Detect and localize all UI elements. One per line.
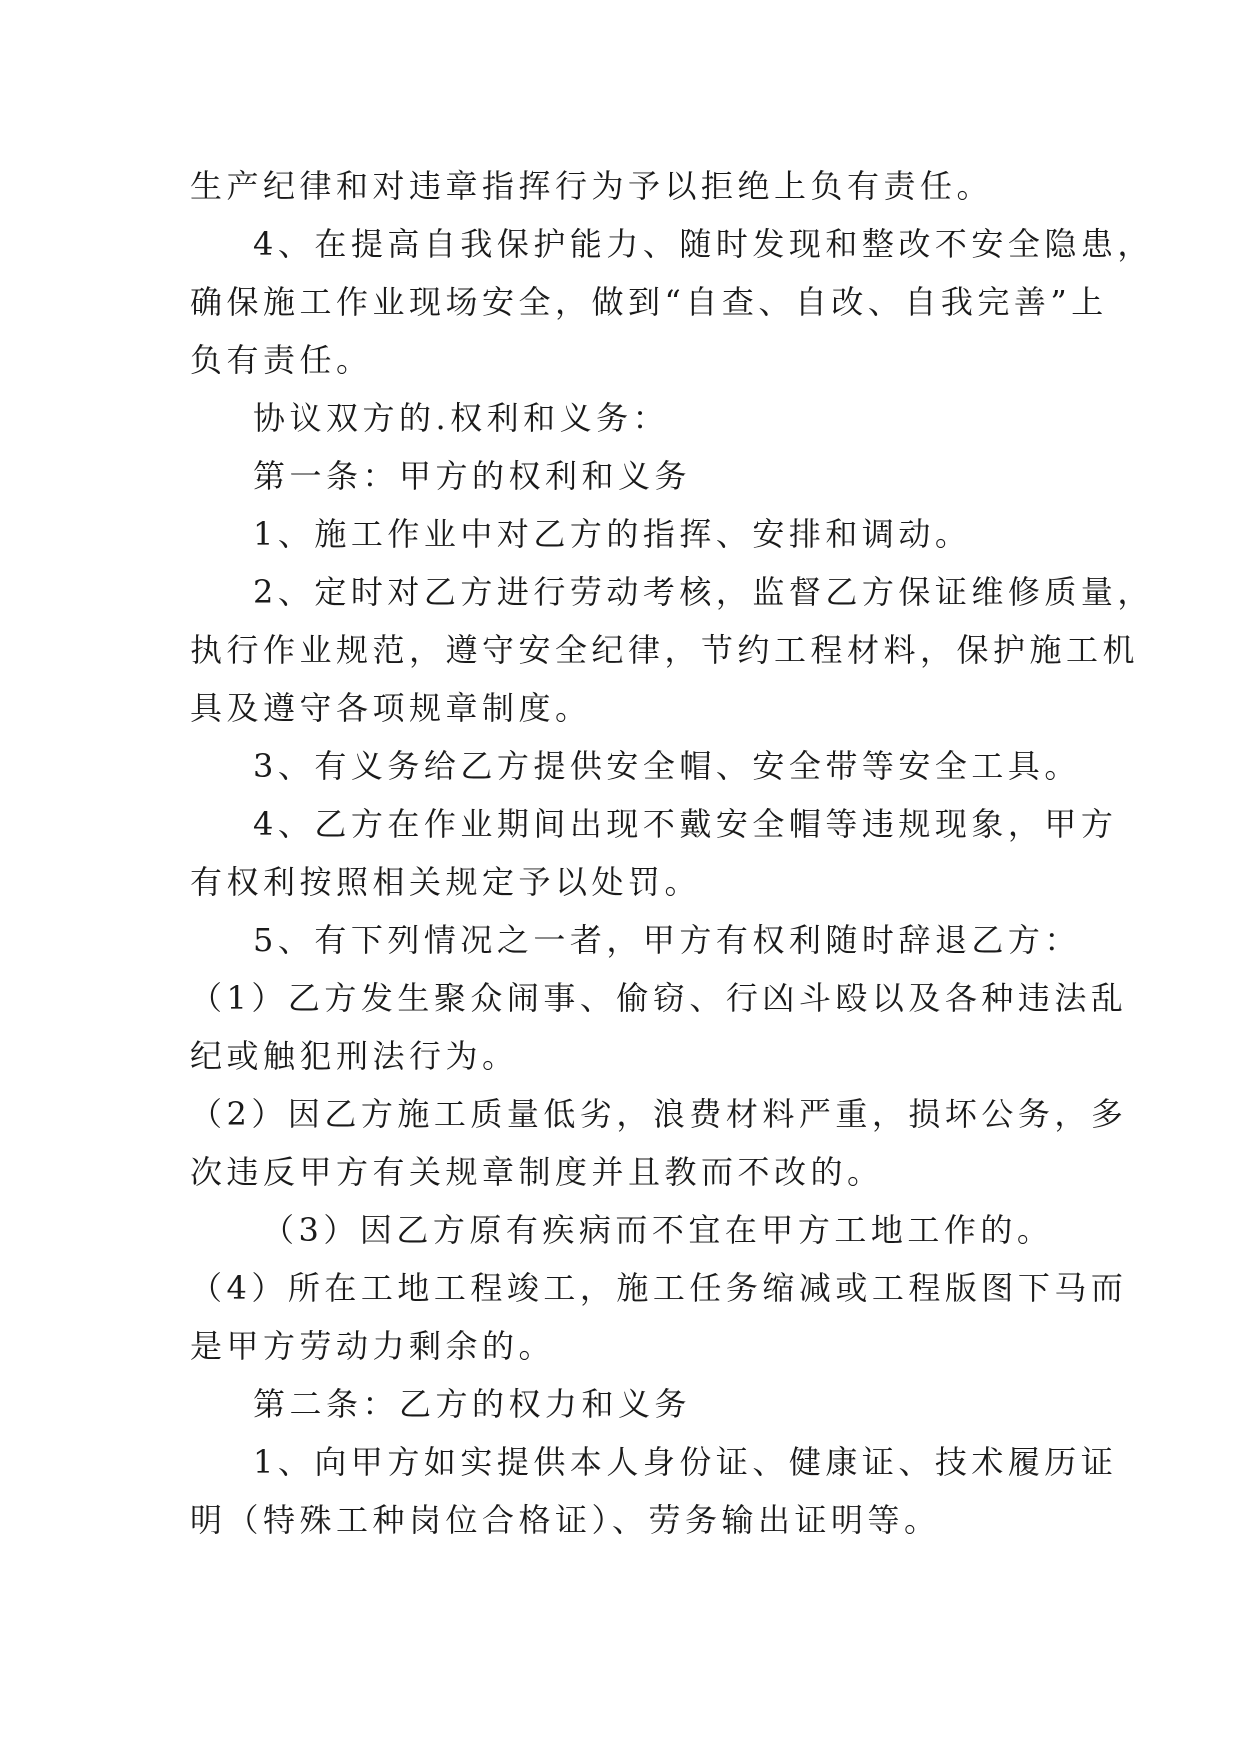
text-line: 4、乙方在作业期间出现不戴安全帽等违规现象，甲方 bbox=[253, 805, 1118, 843]
text-line: 纪或触犯刑法行为。 bbox=[190, 1037, 519, 1075]
text-line: 3、有义务给乙方提供安全帽、安全带等安全工具。 bbox=[253, 747, 1081, 785]
text-line: （3）因乙方原有疾病而不宜在甲方工地工作的。 bbox=[262, 1211, 1054, 1249]
text-line: 是甲方劳动力剩余的。 bbox=[190, 1327, 556, 1365]
text-line: 有权利按照相关规定予以处罚。 bbox=[190, 863, 702, 901]
text-line: （4）所在工地工程竣工，施工任务缩减或工程版图下马而 bbox=[190, 1269, 1128, 1307]
text-line: 负有责任。 bbox=[190, 341, 373, 379]
text-line: 2、定时对乙方进行劳动考核，监督乙方保证维修质量， bbox=[253, 573, 1154, 611]
text-line: 协议双方的.权利和义务： bbox=[253, 399, 670, 437]
text-line: 1、施工作业中对乙方的指挥、安排和调动。 bbox=[253, 515, 972, 553]
text-line: 4、在提高自我保护能力、随时发现和整改不安全隐患， bbox=[253, 225, 1154, 263]
text-line: 明（特殊工种岗位合格证）、劳务输出证明等。 bbox=[190, 1501, 941, 1539]
text-line: 执行作业规范，遵守安全纪律，节约工程材料，保护施工机 bbox=[190, 631, 1140, 669]
text-line: （2）因乙方施工质量低劣，浪费材料严重，损坏公务，多 bbox=[190, 1095, 1128, 1133]
text-line: 5、有下列情况之一者，甲方有权利随时辞退乙方： bbox=[253, 921, 1081, 959]
section-heading: 第一条：甲方的权利和义务 bbox=[253, 457, 692, 495]
text-line: 1、向甲方如实提供本人身份证、健康证、技术履历证 bbox=[253, 1443, 1118, 1481]
text-line: （1）乙方发生聚众闹事、偷窃、行凶斗殴以及各种违法乱 bbox=[190, 979, 1128, 1017]
text-line: 生产纪律和对违章指挥行为予以拒绝上负有责任。 bbox=[190, 167, 994, 205]
text-line: 具及遵守各项规章制度。 bbox=[190, 689, 592, 727]
text-line: 确保施工作业现场安全，做到“自查、自改、自我完善”上 bbox=[190, 283, 1108, 321]
section-heading: 第二条：乙方的权力和义务 bbox=[253, 1385, 692, 1423]
text-line: 次违反甲方有关规章制度并且教而不改的。 bbox=[190, 1153, 884, 1191]
